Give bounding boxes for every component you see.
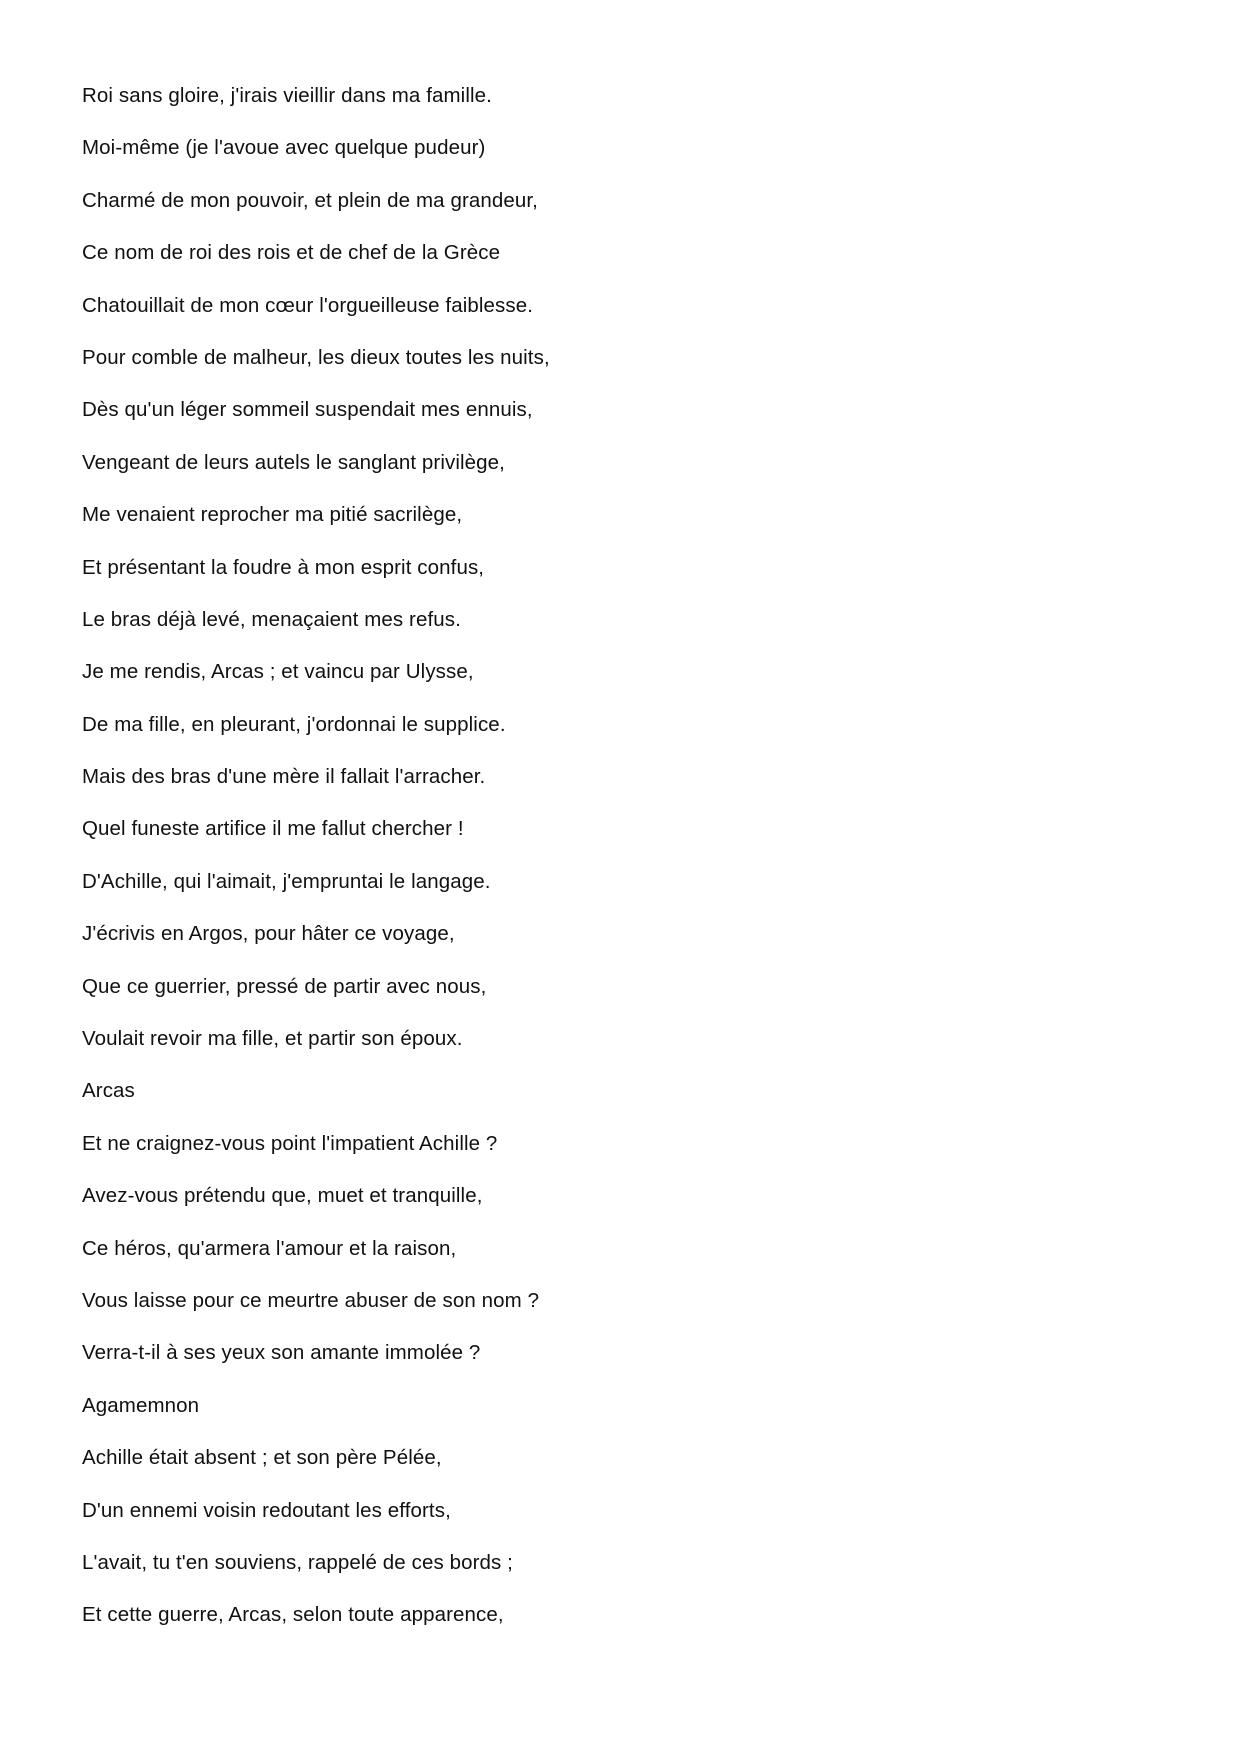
verse-line: Voulait revoir ma fille, et partir son époux. (82, 1027, 463, 1051)
verse-line: Le bras déjà levé, menaçaient mes refus. (82, 607, 461, 631)
verse-line: D'Achille, qui l'aimait, j'empruntai le langage. (82, 869, 491, 893)
verse-line: Vous laisse pour ce meurtre abuser de son nom ? (82, 1288, 540, 1312)
verse-line: Ce nom de roi des rois et de chef de la Grèce (82, 241, 501, 265)
verse-line: J'écrivis en Argos, pour hâter ce voyage, (82, 922, 455, 946)
verse-line: Et cette guerre, Arcas, selon toute apparence, (82, 1603, 504, 1627)
verse-line: Avez-vous prétendu que, muet et tranquille, (82, 1184, 483, 1208)
verse-line: L'avait, tu t'en souviens, rappelé de ces bords ; (82, 1550, 513, 1574)
speaker-name: Agamemnon (82, 1393, 200, 1417)
verse-line: Achille était absent ; et son père Pélée, (82, 1446, 442, 1470)
verse-line: Je me rendis, Arcas ; et vaincu par Ulysse, (82, 660, 474, 684)
verse-line: Pour comble de malheur, les dieux toutes les nuits, (82, 345, 550, 369)
verse-line: Mais des bras d'une mère il fallait l'arracher. (82, 765, 486, 789)
verse-line: Verra-t-il à ses yeux son amante immolée ? (82, 1341, 481, 1365)
verse-line: Dès qu'un léger sommeil suspendait mes ennuis, (82, 398, 533, 422)
verse-line: Charmé de mon pouvoir, et plein de ma grandeur, (82, 188, 538, 212)
verse-line: Que ce guerrier, pressé de partir avec nous, (82, 974, 487, 998)
verse-line: Chatouillait de mon cœur l'orgueilleuse faiblesse. (82, 293, 534, 317)
verse-line: De ma fille, en pleurant, j'ordonnai le supplice. (82, 712, 506, 736)
verse-text-block (82, 78, 550, 1650)
verse-line: D'un ennemi voisin redoutant les efforts, (82, 1498, 451, 1522)
speaker-name: Arcas (82, 1079, 135, 1103)
verse-line: Et ne craignez-vous point l'impatient Achille ? (82, 1131, 498, 1155)
verse-line: Ce héros, qu'armera l'amour et la raison, (82, 1236, 457, 1260)
verse-line: Roi sans gloire, j'irais vieillir dans ma famille. (82, 84, 492, 107)
verse-line: Moi-même (je l'avoue avec quelque pudeur) (82, 136, 486, 160)
verse-line: Me venaient reprocher ma pitié sacrilège, (82, 503, 463, 527)
verse-line: Et présentant la foudre à mon esprit confus, (82, 555, 485, 579)
verse-line: Vengeant de leurs autels le sanglant privilège, (82, 450, 505, 474)
verse-line: Quel funeste artifice il me fallut chercher ! (82, 817, 464, 841)
